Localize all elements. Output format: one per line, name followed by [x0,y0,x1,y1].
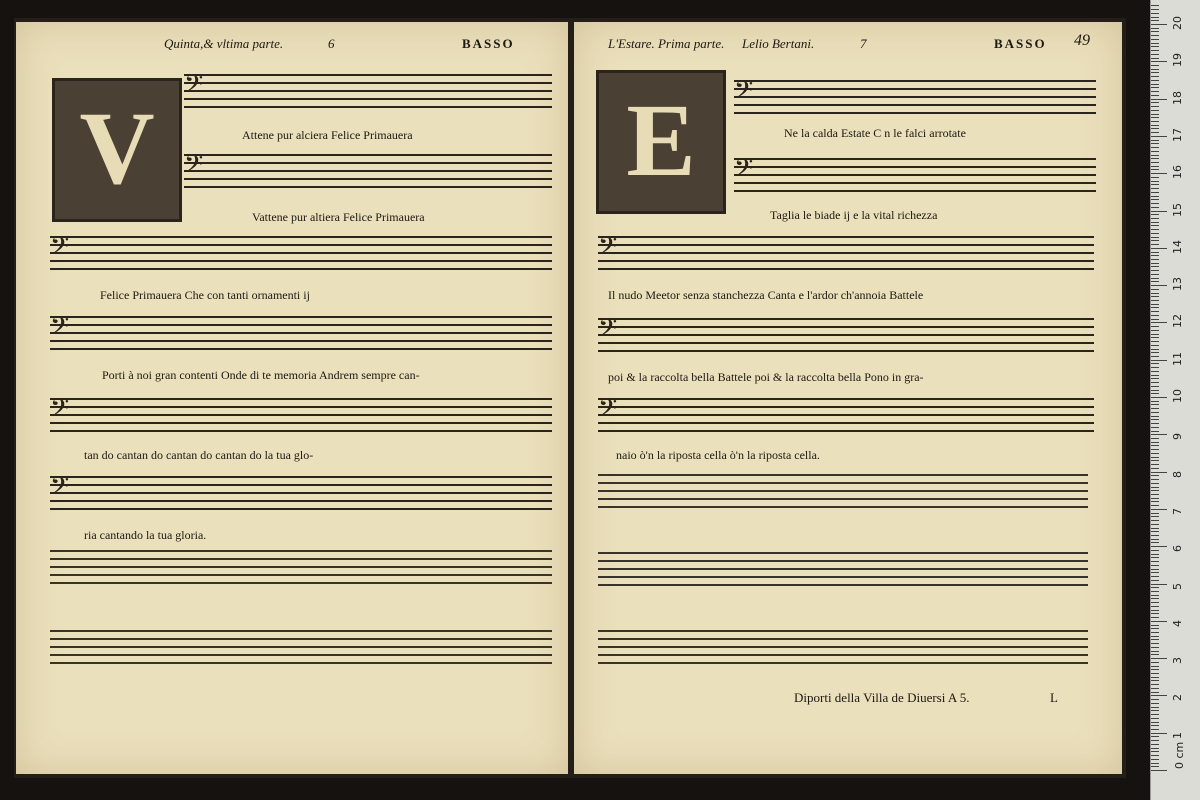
ruler-minor-tick [1151,203,1159,204]
ruler-minor-tick [1151,207,1159,208]
ruler-minor-tick [1151,628,1159,629]
left-voice-label: BASSO [462,36,515,51]
ruler-minor-tick [1151,598,1159,599]
ruler-label: 4 [1171,619,1184,627]
ruler-minor-tick [1151,50,1159,51]
ruler-minor-tick [1151,356,1159,357]
ruler-minor-tick [1151,244,1159,245]
ruler-minor-tick [1151,755,1159,756]
ruler-minor-tick [1151,371,1159,372]
ruler-minor-tick [1151,483,1159,484]
ruler-unit-label: 0 cm [1173,741,1186,769]
lyric-line-5: tan do cantan do cantan do cantan do la tua glo- [84,448,314,462]
bass-clef-icon: 𝄢 [50,313,70,346]
ruler-major-tick [1151,397,1167,398]
ruler-minor-tick [1151,535,1159,536]
ruler-minor-tick [1151,673,1159,674]
ruler-minor-tick [1151,300,1159,301]
ruler-label: 5 [1171,582,1184,590]
ruler-major-tick [1151,99,1167,100]
open-book [14,18,1126,778]
ruler-minor-tick [1151,636,1159,637]
ruler-minor-tick [1151,707,1159,708]
ruler-minor-tick [1151,718,1159,719]
ruler-label: 15 [1171,202,1184,217]
ruler-minor-tick [1151,345,1159,346]
ruler-major-tick [1151,322,1167,323]
ruler-minor-tick [1151,128,1159,129]
ruler-label: 3 [1171,657,1184,665]
staff-6 [50,474,552,510]
ruler-minor-tick [1151,140,1159,141]
right-header-composer: Lelio Bertani. [742,36,815,51]
staff-3 [50,234,552,270]
ruler-minor-tick [1151,669,1159,670]
ruler-minor-tick [1151,84,1159,85]
ruler-minor-tick [1151,252,1159,253]
ruler-minor-tick [1151,487,1159,488]
ruler-minor-tick [1151,214,1159,215]
measurement-ruler [1150,0,1200,800]
ruler-minor-tick [1151,576,1159,577]
ruler-minor-tick [1151,703,1159,704]
ruler-minor-tick [1151,255,1159,256]
ruler-minor-tick [1151,565,1159,566]
ruler-major-tick [1151,695,1167,696]
ruler-major-tick [1151,546,1167,547]
ruler-minor-tick [1151,763,1159,764]
blank-staff [598,630,1088,670]
ruler-label: 16 [1171,165,1184,180]
ruler-major-tick [1151,248,1167,249]
ruler-minor-tick [1151,58,1159,59]
ruler-minor-tick [1151,468,1159,469]
ruler-minor-tick [1151,43,1159,44]
ruler-minor-tick [1151,95,1159,96]
ruler-minor-tick [1151,423,1159,424]
ruler-minor-tick [1151,382,1159,383]
ruler-minor-tick [1151,591,1159,592]
ruler-minor-tick [1151,688,1159,689]
ruler-minor-tick [1151,106,1159,107]
bass-clef-icon: 𝄢 [598,233,618,266]
ruler-minor-tick [1151,87,1159,88]
ruler-minor-tick [1151,617,1159,618]
ruler-minor-tick [1151,692,1159,693]
ruler-major-tick [1151,472,1167,473]
ruler-minor-tick [1151,363,1159,364]
ruler-label: 18 [1171,90,1184,105]
ruler-minor-tick [1151,457,1159,458]
ruler-minor-tick [1151,722,1159,723]
left-header-part: Quinta,& vltima parte. [164,36,284,51]
bass-clef-icon: 𝄢 [734,77,754,110]
footer-signature: L [1050,690,1058,705]
lyric-line-3: Felice Primauera Che con tanti ornamenti ij [100,288,310,302]
ruler-minor-tick [1151,39,1159,40]
ruler-minor-tick [1151,651,1159,652]
ruler-minor-tick [1151,751,1159,752]
ruler-minor-tick [1151,162,1159,163]
ruler-minor-tick [1151,72,1159,73]
bass-clef-icon: 𝄢 [50,473,70,506]
ruler-minor-tick [1151,13,1159,14]
ruler-minor-tick [1151,54,1159,55]
ruler-label: 1 [1171,731,1184,739]
lyric-line-4: poi & la raccolta bella Battele poi & la raccolta bella Pono in gra- [608,370,924,384]
ruler-minor-tick [1151,580,1159,581]
ruler-minor-tick [1151,453,1159,454]
ruler-minor-tick [1151,151,1159,152]
lyric-line-2: Vattene pur altiera Felice Primauera [252,210,425,224]
bass-clef-icon: 𝄢 [184,151,204,184]
bass-clef-icon: 𝄢 [734,155,754,188]
ruler-major-tick [1151,211,1167,212]
ruler-minor-tick [1151,766,1159,767]
ruler-minor-tick [1151,725,1159,726]
ruler-major-tick [1151,621,1167,622]
staff-1 [734,78,1096,114]
ruler-minor-tick [1151,229,1159,230]
ruler-minor-tick [1151,334,1159,335]
ruler-minor-tick [1151,69,1159,70]
ruler-minor-tick [1151,505,1159,506]
ruler-minor-tick [1151,114,1159,115]
ruler-minor-tick [1151,237,1159,238]
left-page-number: 6 [328,36,335,51]
ruler-minor-tick [1151,531,1159,532]
ruler-label: 20 [1171,16,1184,30]
ruler-minor-tick [1151,91,1159,92]
ruler-minor-tick [1151,143,1159,144]
ruler-minor-tick [1151,625,1159,626]
ruler-major-tick [1151,434,1167,435]
ruler-minor-tick [1151,281,1159,282]
ruler-minor-tick [1151,110,1159,111]
ruler-minor-tick [1151,367,1159,368]
ruler-minor-tick [1151,132,1159,133]
ruler-minor-tick [1151,498,1159,499]
ruler-minor-tick [1151,542,1159,543]
ruler-minor-tick [1151,17,1159,18]
ruler-minor-tick [1151,188,1159,189]
ruler-minor-tick [1151,647,1159,648]
ruler-minor-tick [1151,595,1159,596]
ruler-minor-tick [1151,169,1159,170]
lyric-line-5: naio ò'n la riposta cella ò'n la riposta cella. [616,448,820,462]
ruler-minor-tick [1151,20,1159,21]
ruler-label: 6 [1171,545,1184,553]
ruler-label: 17 [1171,127,1184,142]
ruler-minor-tick [1151,278,1159,279]
bass-clef-icon: 𝄢 [598,315,618,348]
ruler-minor-tick [1151,587,1159,588]
ruler-minor-tick [1151,147,1159,148]
ruler-minor-tick [1151,166,1159,167]
ruler-minor-tick [1151,748,1159,749]
ruler-label: 11 [1171,351,1184,366]
ruler-minor-tick [1151,744,1159,745]
ruler-minor-tick [1151,528,1159,529]
ruler-minor-tick [1151,225,1159,226]
ruler-minor-tick [1151,610,1159,611]
ruler-label: 2 [1171,694,1184,702]
ruler-minor-tick [1151,341,1159,342]
ruler-minor-tick [1151,259,1159,260]
ruler-minor-tick [1151,28,1159,29]
ruler-label: 7 [1171,507,1184,515]
ruler-minor-tick [1151,158,1159,159]
ruler-minor-tick [1151,427,1159,428]
ruler-minor-tick [1151,438,1159,439]
staff-3 [598,234,1094,270]
staff-5 [598,396,1094,432]
ruler-minor-tick [1151,184,1159,185]
ruler-label: 8 [1171,470,1184,478]
ruler-minor-tick [1151,121,1159,122]
bass-clef-icon: 𝄢 [184,71,204,104]
lyric-line-3: Il nudo Meetor senza stanchezza Canta e l'ardor ch'annoia Battele [608,288,924,302]
ruler-minor-tick [1151,35,1159,36]
ruler-minor-tick [1151,516,1159,517]
ruler-minor-tick [1151,263,1159,264]
ruler-minor-tick [1151,401,1159,402]
ruler-minor-tick [1151,76,1159,77]
ruler-minor-tick [1151,479,1159,480]
ruler-minor-tick [1151,554,1159,555]
ruler-minor-tick [1151,80,1159,81]
ruler-label: 14 [1171,239,1184,254]
left-page [16,22,568,774]
ruler-minor-tick [1151,393,1159,394]
staff-1 [184,72,552,108]
ruler-minor-tick [1151,442,1159,443]
lyric-line-4: Porti à noi gran contenti Onde di te memoria Andrem sempre can- [102,368,420,382]
ruler-minor-tick [1151,177,1159,178]
ruler-major-tick [1151,658,1167,659]
ruler-minor-tick [1151,494,1159,495]
staff-2 [734,156,1096,192]
ruler-minor-tick [1151,666,1159,667]
right-header-title: L'Estare. Prima parte. [608,36,725,51]
ruler-minor-tick [1151,233,1159,234]
footer-title: Diporti della Villa de Diuersi A 5. [794,690,970,705]
ruler-minor-tick [1151,445,1159,446]
ruler-minor-tick [1151,9,1159,10]
ruler-minor-tick [1151,639,1159,640]
ruler-minor-tick [1151,569,1159,570]
ruler-minor-tick [1151,699,1159,700]
ruler-label: 12 [1171,314,1184,329]
ruler-minor-tick [1151,199,1159,200]
ruler-minor-tick [1151,274,1159,275]
ruler-minor-tick [1151,319,1159,320]
ruler-minor-tick [1151,240,1159,241]
ruler-minor-tick [1151,416,1159,417]
ruler-minor-tick [1151,5,1159,6]
ruler-minor-tick [1151,46,1159,47]
ruler-major-tick [1151,285,1167,286]
ruler-minor-tick [1151,539,1159,540]
ruler-major-tick [1151,61,1167,62]
folio-number: 49 [1074,32,1090,49]
ruler-minor-tick [1151,602,1159,603]
ruler-minor-tick [1151,102,1159,103]
ruler-minor-tick [1151,572,1159,573]
ruler-minor-tick [1151,390,1159,391]
bass-clef-icon: 𝄢 [598,395,618,428]
lyric-line-1: Ne la calda Estate C n le falci arrotate [784,126,966,140]
ruler-minor-tick [1151,293,1159,294]
ruler-minor-tick [1151,684,1159,685]
ruler-minor-tick [1151,475,1159,476]
ruler-minor-tick [1151,349,1159,350]
ruler-minor-tick [1151,710,1159,711]
right-voice-label: BASSO [994,36,1047,51]
ruler-minor-tick [1151,31,1159,32]
ruler-minor-tick [1151,270,1159,271]
lyric-line-6: ria cantando la tua gloria. [84,528,207,542]
ruler-minor-tick [1151,330,1159,331]
bass-clef-icon: 𝄢 [50,233,70,266]
ruler-minor-tick [1151,181,1159,182]
ruler-minor-tick [1151,729,1159,730]
ruler-minor-tick [1151,196,1159,197]
blank-staff [598,552,1088,592]
ruler-minor-tick [1151,662,1159,663]
ruler-minor-tick [1151,613,1159,614]
blank-staff [598,474,1088,514]
ruler-minor-tick [1151,375,1159,376]
illuminated-capital-e: E [596,70,726,214]
ruler-minor-tick [1151,192,1159,193]
ruler-label: 10 [1171,389,1184,403]
staff-4 [50,314,552,350]
ruler-minor-tick [1151,501,1159,502]
ruler-minor-tick [1151,680,1159,681]
ruler-minor-tick [1151,307,1159,308]
ruler-label: 9 [1171,433,1184,441]
bass-clef-icon: 𝄢 [50,395,70,428]
ruler-minor-tick [1151,490,1159,491]
ruler-minor-tick [1151,65,1159,66]
ruler-minor-tick [1151,315,1159,316]
ruler-minor-tick [1151,740,1159,741]
ruler-minor-tick [1151,408,1159,409]
ruler-minor-tick [1151,557,1159,558]
ruler-minor-tick [1151,736,1159,737]
ruler-minor-tick [1151,125,1159,126]
ruler-minor-tick [1151,632,1159,633]
right-page-number: 7 [860,36,867,51]
ruler-minor-tick [1151,289,1159,290]
ruler-label: 13 [1171,277,1184,292]
lyric-line-1: Attene pur alciera Felice Primauera [242,128,413,142]
ruler-label: 19 [1171,53,1184,68]
blank-staff [50,550,552,590]
ruler-minor-tick [1151,460,1159,461]
ruler-minor-tick [1151,464,1159,465]
ruler-minor-tick [1151,218,1159,219]
ruler-minor-tick [1151,304,1159,305]
ruler-minor-tick [1151,759,1159,760]
ruler-minor-tick [1151,117,1159,118]
blank-staff [50,630,552,670]
staff-5 [50,396,552,432]
staff-4 [598,316,1094,352]
ruler-minor-tick [1151,386,1159,387]
ruler-major-tick [1151,173,1167,174]
ruler-minor-tick [1151,412,1159,413]
ruler-minor-tick [1151,643,1159,644]
ruler-minor-tick [1151,404,1159,405]
ruler-minor-tick [1151,606,1159,607]
ruler-minor-tick [1151,222,1159,223]
lyric-line-2: Taglia le biade ij e la vital richezza [770,208,938,222]
ruler-minor-tick [1151,311,1159,312]
ruler-major-tick [1151,24,1167,25]
ruler-major-tick [1151,136,1167,137]
illuminated-capital-v: V [52,78,182,222]
ruler-minor-tick [1151,337,1159,338]
ruler-minor-tick [1151,431,1159,432]
ruler-minor-tick [1151,550,1159,551]
ruler-minor-tick [1151,352,1159,353]
staff-2 [184,152,552,188]
ruler-minor-tick [1151,378,1159,379]
ruler-major-tick [1151,584,1167,585]
ruler-minor-tick [1151,524,1159,525]
ruler-minor-tick [1151,296,1159,297]
ruler-minor-tick [1151,266,1159,267]
ruler-major-tick [1151,770,1167,771]
ruler-minor-tick [1151,714,1159,715]
ruler-minor-tick [1151,561,1159,562]
ruler-minor-tick [1151,677,1159,678]
ruler-major-tick [1151,509,1167,510]
ruler-minor-tick [1151,419,1159,420]
ruler-minor-tick [1151,326,1159,327]
right-page [574,22,1122,774]
ruler-minor-tick [1151,449,1159,450]
ruler-minor-tick [1151,654,1159,655]
ruler-minor-tick [1151,520,1159,521]
ruler-major-tick [1151,733,1167,734]
ruler-major-tick [1151,360,1167,361]
ruler-minor-tick [1151,513,1159,514]
ruler-minor-tick [1151,155,1159,156]
